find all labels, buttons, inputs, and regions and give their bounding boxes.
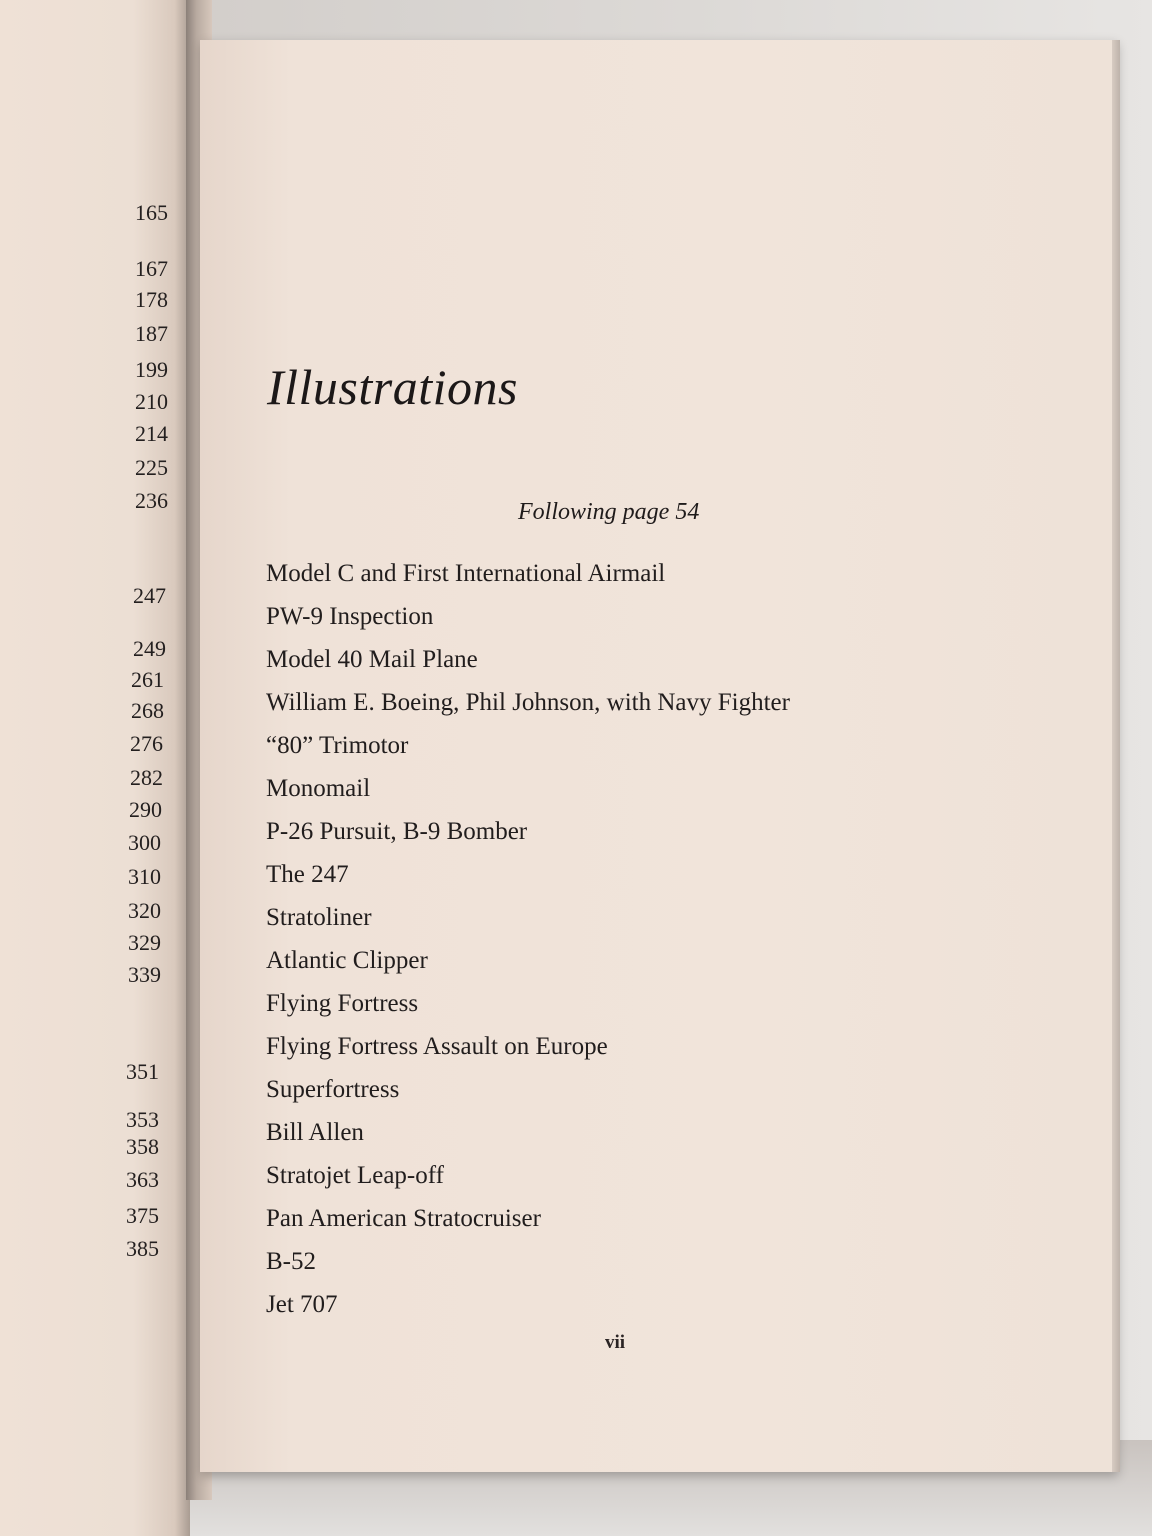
list-item: Stratojet Leap-off <box>266 1162 444 1189</box>
page-number: 165 <box>135 200 168 225</box>
list-item: Stratoliner <box>266 904 372 931</box>
page-edge <box>1112 40 1120 1472</box>
page-number: 225 <box>135 455 168 480</box>
list-item: “80” Trimotor <box>266 732 409 759</box>
show-through-text <box>30 290 41 341</box>
list-item: Superfortress <box>266 1076 400 1103</box>
page-number: 249 <box>133 636 166 661</box>
page-number: 385 <box>126 1236 159 1261</box>
list-item: Flying Fortress <box>266 990 419 1017</box>
page-number: 187 <box>135 321 168 346</box>
page-number: 358 <box>126 1134 159 1159</box>
page-number: 261 <box>131 667 164 692</box>
page-number: 247 <box>133 583 166 608</box>
page-number: 268 <box>131 698 164 723</box>
page-number: 210 <box>135 389 168 414</box>
page-number: 178 <box>135 287 168 312</box>
list-item: William E. Boeing, Phil Johnson, with Navy Fighter <box>266 689 790 716</box>
page-number: 339 <box>128 962 161 987</box>
list-item: Model 40 Mail Plane <box>266 646 478 673</box>
page-folio: vii <box>605 1332 626 1353</box>
page-number: 300 <box>128 830 161 855</box>
list-item: Model C and First International Airmail <box>266 560 666 587</box>
page-number: 320 <box>128 898 161 923</box>
illustrations-list <box>266 555 790 1329</box>
list-item: B-52 <box>266 1248 316 1275</box>
list-item: Pan American Stratocruiser <box>266 1205 541 1232</box>
page-number: 375 <box>126 1203 159 1228</box>
list-item: Flying Fortress Assault on Europe <box>266 1033 608 1060</box>
page-number: 363 <box>126 1167 159 1192</box>
page-number: 214 <box>135 421 168 446</box>
list-item: Jet 707 <box>266 1291 338 1318</box>
section-subtitle: Following page 54 <box>518 499 700 525</box>
page-title: Illustrations <box>267 359 518 415</box>
list-item: Bill Allen <box>266 1119 364 1146</box>
list-item: PW-9 Inspection <box>266 603 434 630</box>
list-item: Monomail <box>266 775 371 802</box>
page-number: 290 <box>129 797 162 822</box>
list-item: P-26 Pursuit, B-9 Bomber <box>266 818 528 845</box>
page-number: 282 <box>130 765 163 790</box>
page-number: 353 <box>126 1107 159 1132</box>
page-number: 351 <box>126 1059 159 1084</box>
page-number: 236 <box>135 488 168 513</box>
list-item: The 247 <box>266 861 349 888</box>
page-number: 310 <box>128 864 161 889</box>
page-number: 329 <box>128 930 161 955</box>
list-item: Atlantic Clipper <box>266 947 428 974</box>
page-number: 276 <box>130 731 163 756</box>
page-number: 199 <box>135 357 168 382</box>
page-number: 167 <box>135 256 168 281</box>
